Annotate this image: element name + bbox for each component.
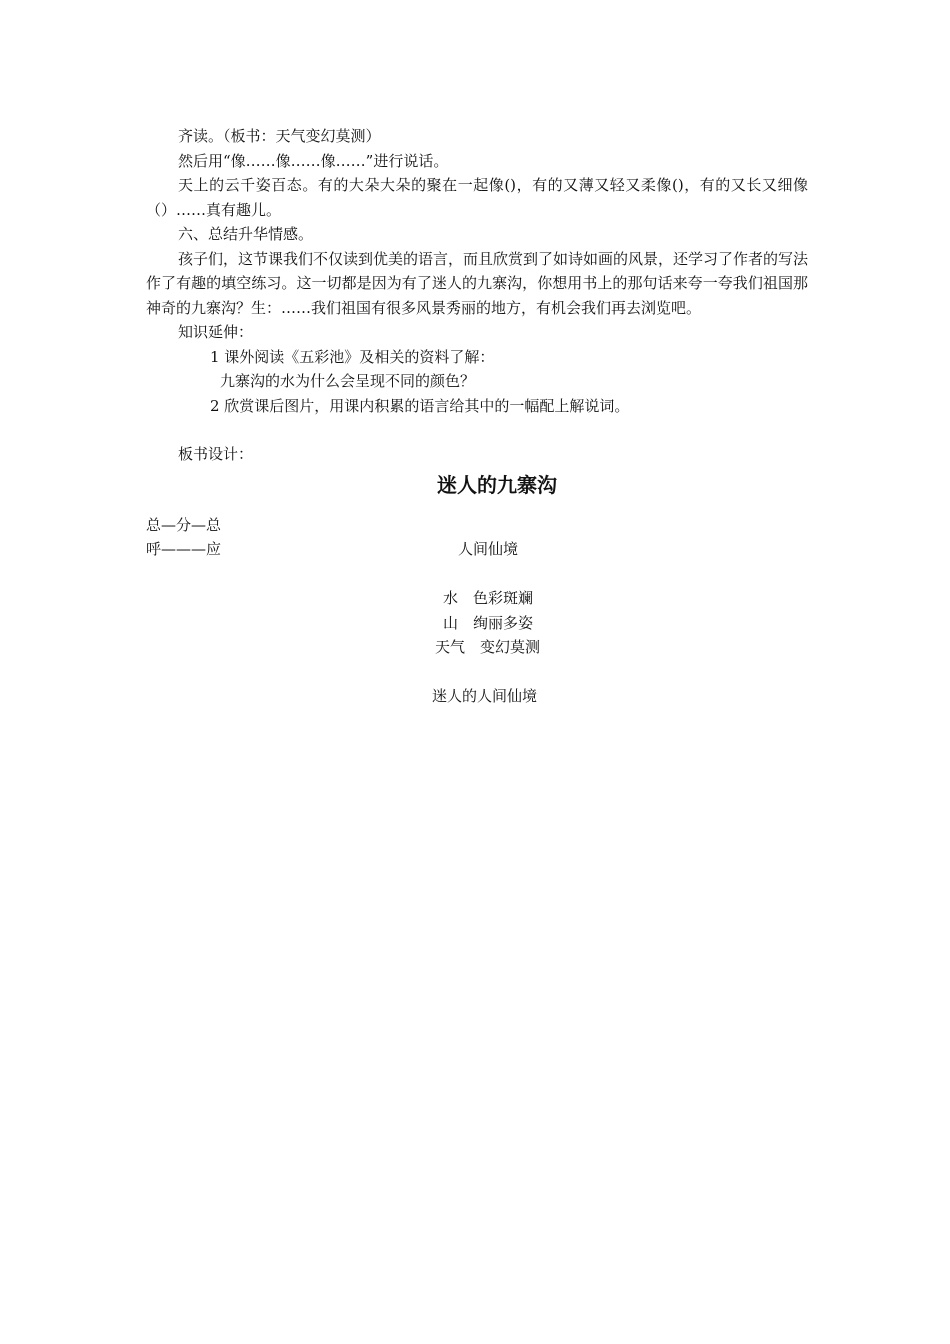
board-structure-line-2: 呼———应 <box>146 540 222 558</box>
paragraph-speaking-pattern: 然后用“像……像……像……”进行说话。 <box>178 151 449 170</box>
board-design-heading: 板书设计： <box>178 445 254 463</box>
board-weather-line: 天气 变幻莫测 <box>435 638 541 656</box>
board-title: 迷人的九寨沟 <box>437 472 557 497</box>
board-design <box>146 513 808 733</box>
paragraph-clouds: 天上的云千姿百态。有的大朵大朵的聚在一起像()，有的又薄又轻又柔像()，有的又长又细像（）……真有趣儿。 <box>146 176 808 219</box>
spacer <box>146 418 808 442</box>
section-heading-summary: 六、总结升华情感。 <box>178 225 314 243</box>
board-top-phrase: 人间仙境 <box>458 540 519 558</box>
board-bottom-phrase: 迷人的人间仙境 <box>432 687 538 705</box>
extension-item-2: 2 欣赏课后图片，用课内积累的语言给其中的一幅配上解说词。 <box>210 396 630 415</box>
document-page <box>146 124 808 733</box>
board-water-line: 水 色彩斑斓 <box>443 589 534 607</box>
board-mountain-line: 山 绚丽多姿 <box>443 613 534 632</box>
board-structure-notes <box>146 513 221 562</box>
section-heading-extension: 知识延伸： <box>178 323 254 341</box>
extension-item-1: 1 课外阅读《五彩池》及相关的资料了解： <box>210 347 495 366</box>
paragraph-read-together: 齐读。（板书：天气变幻莫测） <box>178 127 381 145</box>
paragraph-summary: 孩子们，这节课我们不仅读到优美的语言，而且欣赏到了如诗如画的风景，还学习了作者的写法作了有趣的填空练习。这一切都是因为有了迷人的九寨沟，你想用书上的那句话来夸一夸我们祖国那神奇的九寨沟？生：……我们祖国有很多风景秀丽的地方，有机会我们再去浏览吧。 <box>146 249 809 317</box>
board-structure-line-1: 总—分—总 <box>146 515 222 534</box>
extension-item-1-question: 九寨沟的水为什么会呈现不同的颜色？ <box>220 372 476 390</box>
